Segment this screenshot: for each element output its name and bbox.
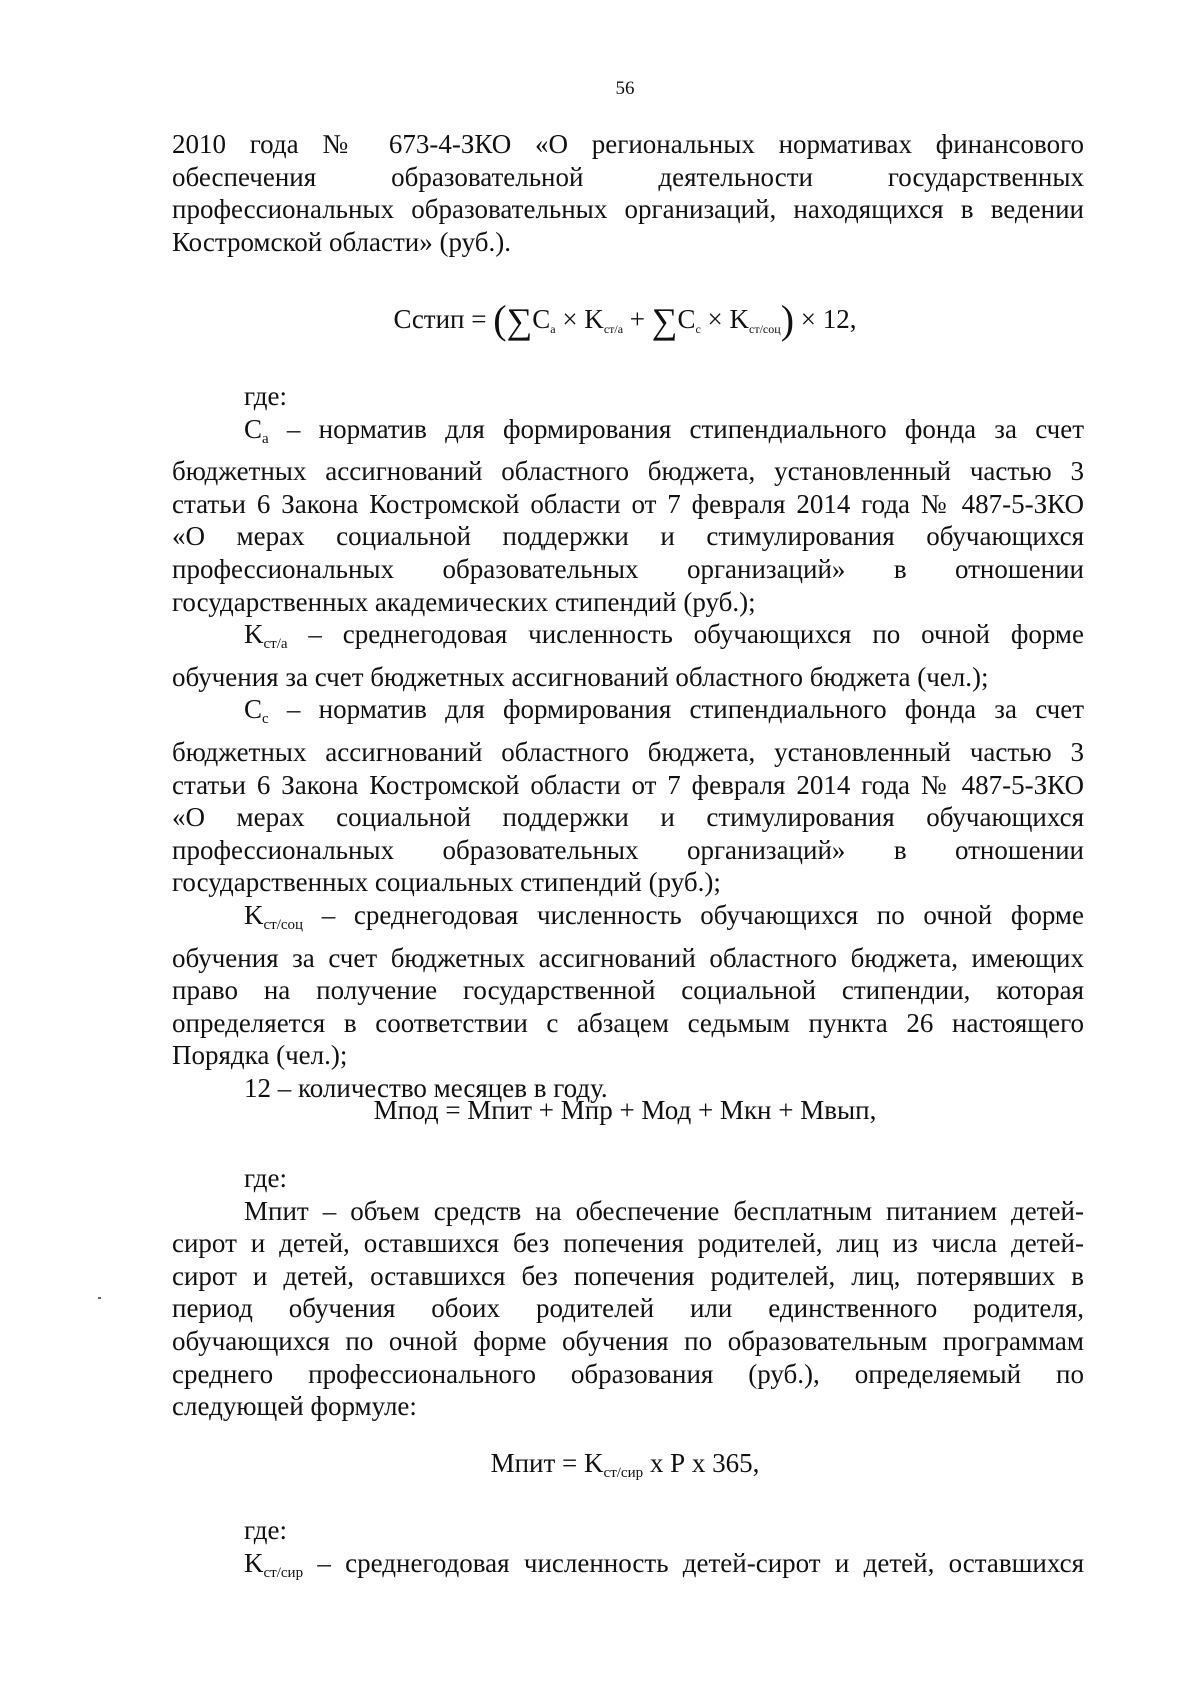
formula-term: C <box>677 304 696 334</box>
formula-rhs: х Р х 365, <box>643 1448 760 1478</box>
subscript: ст/сир <box>603 1465 644 1481</box>
text-line: $C_а$ – норматив для формирования стипендиального фонда за счет <box>244 413 1084 447</box>
text-line: $K_{ст/а}$ – среднегодовая численность обучающихся по очной форме <box>244 619 1084 653</box>
text-line: «О мерах социальной поддержки и стимулирования обучающихся <box>172 802 1084 833</box>
formula-lhs: Мпит = K <box>490 1448 604 1478</box>
text-line: определяется в соответствии с абзацем седьмым пункта 26 настоящего <box>172 1007 1084 1038</box>
text-line: профессиональных образовательных организаций» в отношении <box>172 553 1084 584</box>
close-paren: ) <box>780 297 795 342</box>
scan-speck <box>98 1297 101 1299</box>
subscript: ст/соц <box>749 322 781 336</box>
formula-term: × 12, <box>794 304 857 334</box>
text-line: обучающихся по очной форме обучения по образовательным программам <box>172 1325 1084 1356</box>
text-line: $K_{ст/сир}$ – среднегодовая численность детей-сирот и детей, оставшихся <box>244 1547 1084 1581</box>
text-line: следующей формуле: <box>172 1391 417 1422</box>
text-line: 2010 года № 673-4-ЗКО «О региональных нормативах финансового <box>172 129 1084 159</box>
text-line: бюджетных ассигнований областного бюджета, установленный частью 3 <box>172 736 1084 767</box>
formula-lhs: Сстип = <box>393 304 494 334</box>
text-line: профессиональных образовательных организаций, находящихся в ведении <box>172 194 1084 225</box>
text-line: сирот и детей, оставшихся без попечения родителей, лиц из числа детей- <box>172 1228 1084 1259</box>
formula-sstip <box>0 296 1200 343</box>
subscript: с <box>695 322 701 336</box>
text-line: «О мерах социальной поддержки и стимулирования обучающихся <box>172 521 1084 552</box>
subscript: ст/а <box>603 322 624 336</box>
formula-term: C <box>532 304 551 334</box>
where-label: где: <box>244 381 287 411</box>
text-line: статьи 6 Закона Костромской области от 7 февраля 2014 года № 487-5-ЗКО <box>172 488 1084 519</box>
definitions-block-1 <box>172 380 1084 1104</box>
formula-mpod: Мпод = Мпит + Мпр + Мод + Мкн + Мвып, <box>373 1095 877 1125</box>
text-line: профессиональных образовательных организаций» в отношении <box>172 834 1084 865</box>
formula-term: × K <box>555 304 604 334</box>
definitions-block-3 <box>172 1514 1084 1589</box>
subscript: а <box>550 322 556 336</box>
text-line: 12 – количество месяцев в году. <box>244 1072 608 1103</box>
where-label: где: <box>244 1163 287 1193</box>
formula-operator: + <box>623 304 652 334</box>
text-line: Мпит – объем средств на обеспечение бесплатным питанием детей- <box>244 1195 1084 1226</box>
text-line: государственных академических стипендий (руб.); <box>172 586 756 617</box>
intro-paragraph <box>172 128 1084 258</box>
text-line: обучения за счет бюджетных ассигнований областного бюджета (чел.); <box>172 661 989 692</box>
text-line: право на получение государственной социальной стипендии, которая <box>172 975 1084 1006</box>
text-line: Порядка (чел.); <box>172 1040 348 1071</box>
where-label: где: <box>244 1515 287 1545</box>
text-line: $C_с$ – норматив для формирования стипендиального фонда за счет <box>244 694 1084 728</box>
sum-symbol: ∑ <box>506 301 533 341</box>
text-line: среднего профессионального образования (руб.), определяемый по <box>172 1358 1084 1389</box>
sum-symbol: ∑ <box>651 301 678 341</box>
formula-term: × K <box>700 304 750 334</box>
open-paren: ( <box>493 297 507 342</box>
text-line: обучения за счет бюджетных ассигнований областного бюджета, имеющих <box>172 942 1084 973</box>
text-line: период обучения обоих родителей или единственного родителя, <box>172 1293 1084 1324</box>
text-line: обеспечения образовательной деятельности государственных <box>172 161 1084 192</box>
text-line: государственных социальных стипендий (руб.); <box>172 867 721 898</box>
text-line: $K_{ст/соц}$ – среднегодовая численность обучающихся по очной форме <box>244 899 1084 933</box>
text-line: статьи 6 Закона Костромской области от 7 февраля 2014 года № 487-5-ЗКО <box>172 769 1084 800</box>
text-line: бюджетных ассигнований областного бюджета, установленный частью 3 <box>172 456 1084 487</box>
definitions-block-2 <box>172 1162 1084 1423</box>
formula-mpit <box>0 1448 1200 1482</box>
page-number: 56 <box>615 78 635 99</box>
text-line: Костромской области» (руб.). <box>172 226 511 257</box>
text-line: сирот и детей, оставшихся без попечения родителей, лиц, потерявших в <box>172 1260 1084 1291</box>
